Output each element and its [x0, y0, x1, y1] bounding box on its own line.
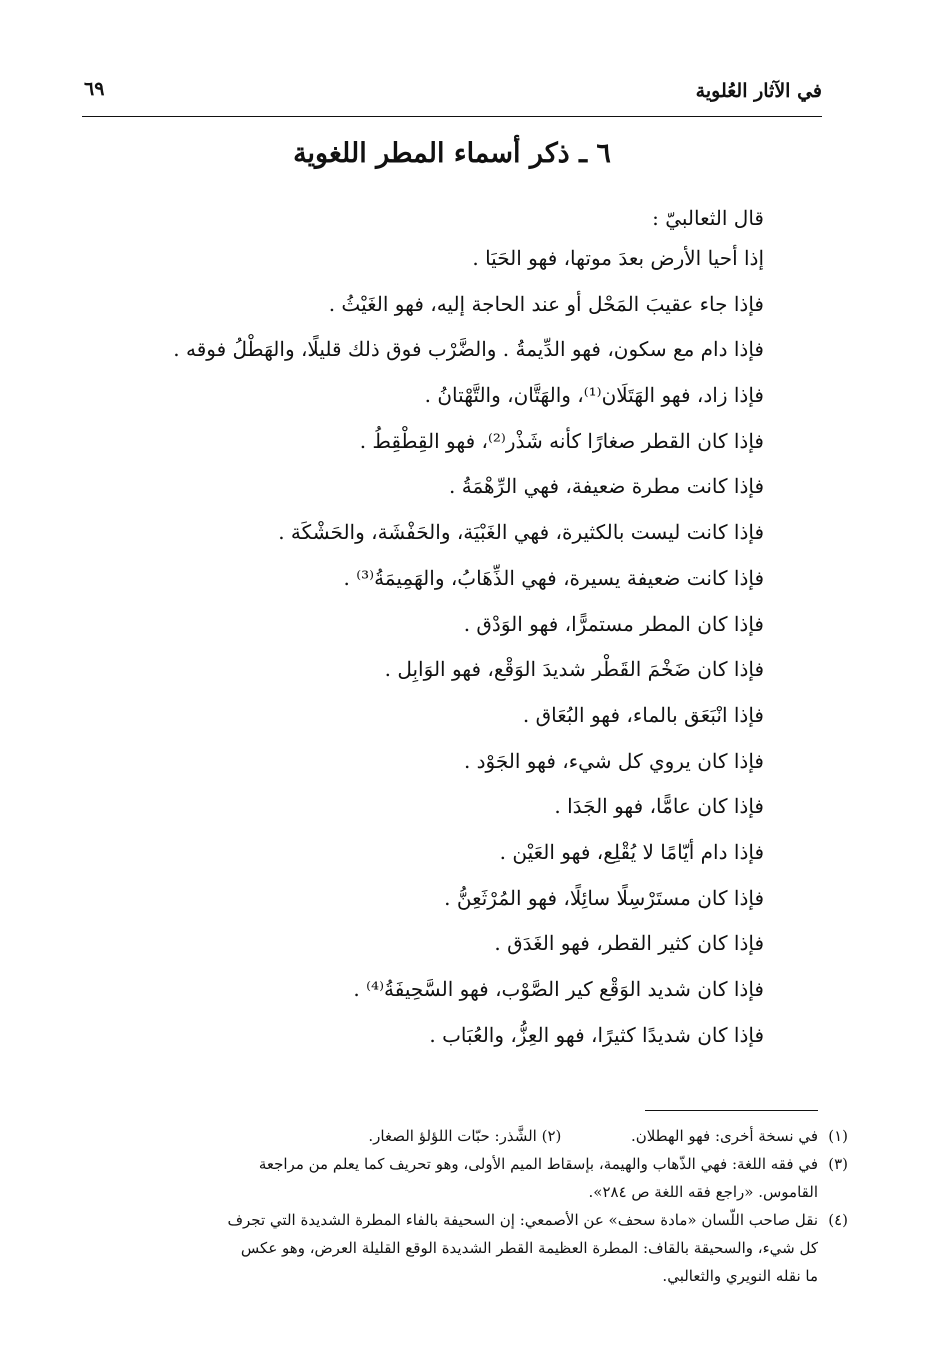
text-line: فإذا كان مستَرْسِلًا سائِلًا، فهو المُرْثَعِنُّ .	[444, 885, 764, 910]
text-line: فإذا كان شديد الوَقْع كير الصَّوْب، فهو السَّحِيفَةُ⁽⁴⁾ .	[353, 977, 764, 1001]
footnote-2: الشَّذر: حبّات اللؤلؤ الصغار.	[368, 1127, 537, 1145]
text-line: فإذا كانت ضعيفة يسيرة، فهي الذِّهَابُ، والهَمِيمَةُ⁽³⁾ .	[343, 565, 764, 590]
footnote-rule	[645, 1110, 818, 1111]
text-line: فإذا جاء عقيبَ المَحْل أو عند الحاجة إليه، فهو الغَيْثُ .	[328, 291, 764, 316]
footnote-line: كل شيء، والسحيقة بالقاف: المطرة العظيمة القطر الشديدة الوقع القليلة العرض، وهو عكس	[240, 1239, 818, 1257]
footnote-4	[78, 1206, 848, 1290]
text-line: إذا أحيا الأرض بعدَ موتها، فهو الحَيَا .	[472, 246, 764, 270]
text-line: فإذا دام مع سكون، فهو الدِّيمةُ . والضَّرْب فوق ذلك قليلًا، والهَطْلُ فوقه .	[173, 337, 764, 362]
footnote-number: (٢)	[541, 1127, 562, 1145]
footnote-line: في فقه اللغة: فهي الذّهاب والهيمة، بإسقاط الميم الأولى، وهو تحريف كما يعلم من مراجعة	[258, 1155, 818, 1173]
footnote-1: في نسخة أخرى: فهو الهطلان.	[630, 1127, 818, 1145]
text-line: فإذا زاد، فهو الهَتَلَان⁽¹⁾، والهَتَّان، والتَّهْتانُ .	[424, 383, 764, 408]
footnote-3	[78, 1150, 848, 1206]
footnote-number: (١)	[828, 1127, 848, 1145]
text-line: فإذا كان المطر مستمرًّا، فهو الوَدْق .	[463, 611, 764, 636]
text-line: فإذا انْبَعَق بالماء، فهو البُعَاق .	[522, 702, 764, 727]
text-line: فإذا كانت ليست بالكثيرة، فهي الغَبْيَة، والحَفْشَة، والحَشْكَة .	[278, 520, 764, 545]
text-line: فإذا كان عامًّا، فهو الجَدَا .	[554, 794, 764, 819]
text-line: فإذا كان يروي كل شيء، فهو الجَوْد .	[463, 748, 764, 773]
text-line: فإذا كان كثير القطر، فهو الغَدَق .	[494, 931, 764, 956]
running-title: في الآثار العُلوية	[695, 80, 822, 102]
footnote-number: (٣)	[828, 1155, 848, 1173]
header-rule	[82, 116, 822, 117]
footnotes	[78, 1122, 848, 1290]
text-line: فإذا كان ضَخْمَ القَطْر شديدَ الوَقْع، فهو الوَابِل .	[384, 657, 764, 682]
footnote-line: القاموس. «راجع فقه اللغة ص ٢٨٤».	[588, 1183, 818, 1201]
body-text	[64, 200, 764, 1058]
text-line: فإذا كان القطر صغارًا كأنه شَذْر⁽²⁾، فهو القِطْقِطُ .	[359, 428, 764, 453]
page-number: ٦٩	[84, 78, 105, 100]
page-header	[82, 72, 822, 112]
footnote-line: ما نقله النويري والثعالبي.	[662, 1267, 818, 1285]
chapter-title: ٦ ـ ذكر أسماء المطر اللغوية	[293, 138, 611, 169]
footnote-line: نقل صاحب اللّسان «مادة سحف» عن الأصمعي: إن السحيفة بالفاء المطرة الشديدة التي تجرف	[227, 1211, 818, 1229]
intro-line: قال الثعالبيّ :	[652, 206, 764, 230]
text-line: فإذا دام أيّامًا لا يُقْلِع، فهو العَيْن .	[499, 839, 764, 864]
text-line: فإذا كانت مطرة ضعيفة، فهي الرِّهْمَةُ .	[449, 474, 764, 499]
footnote-number: (٤)	[828, 1211, 848, 1229]
footnote-row-1-2	[78, 1122, 848, 1150]
text-line: فإذا كان شديدًا كثيرًا، فهو العِزُّ، والعُبَاب .	[429, 1022, 764, 1047]
